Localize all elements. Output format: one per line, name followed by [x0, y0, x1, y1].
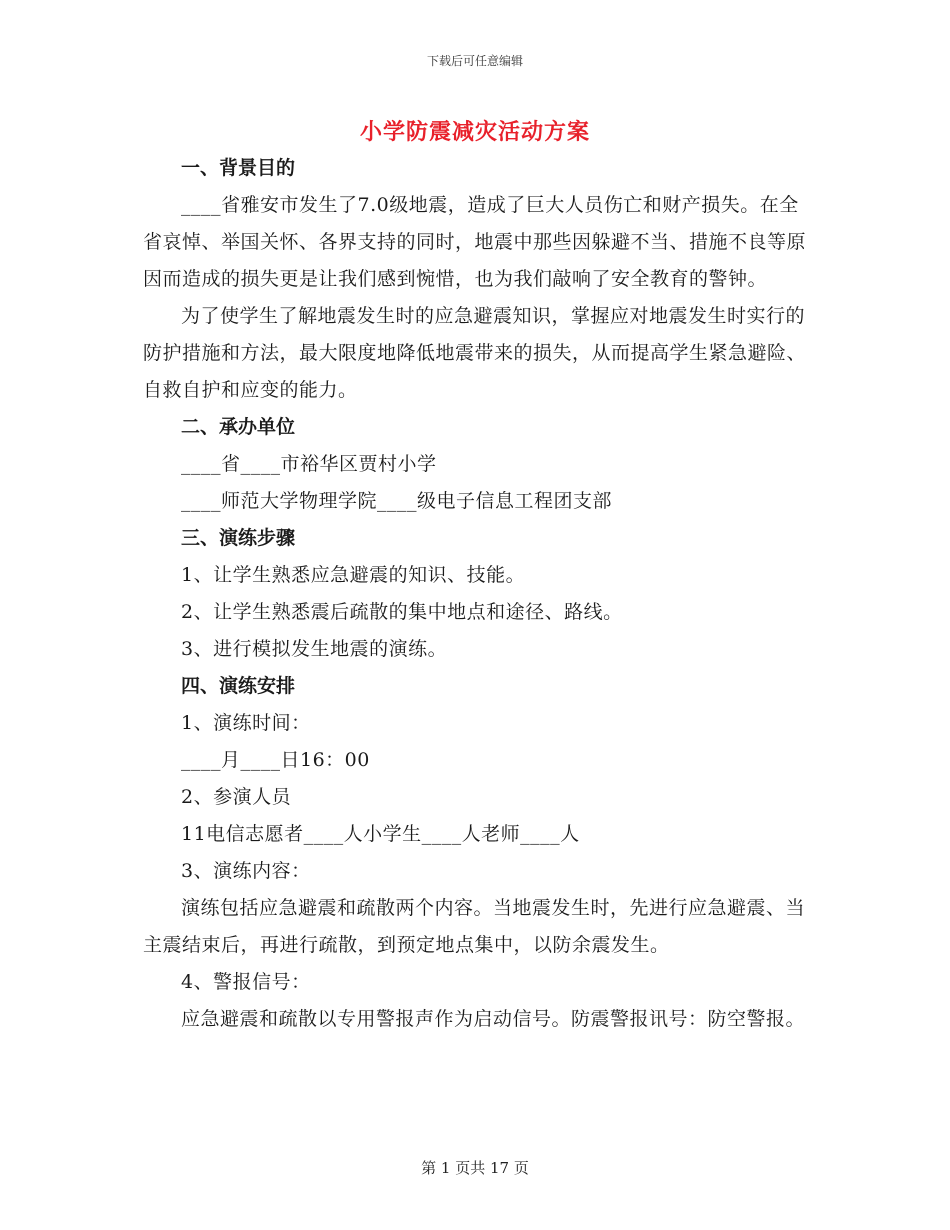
organizer-line-2: ____师范大学物理学院____级电子信息工程团支部	[181, 490, 613, 512]
step-item-2: 2、让学生熟悉震后疏散的集中地点和途径、路线。	[181, 601, 623, 623]
arrangement-time-value: ____月____日16：00	[181, 749, 370, 771]
section-heading-arrangement: 四、演练安排	[181, 675, 296, 697]
header-note: 下载后可任意编辑	[426, 54, 523, 68]
paragraph-background-1: ____省雅安市发生了7.0级地震，造成了巨大人员伤亡和财产损失。在全省哀悼、举国关怀、各界支持的同时，地震中那些因躲避不当、措施不良等原因而造成的损失更是让我们感到惋惜，也为我们敲响了安全教育的警钟。	[143, 194, 807, 290]
arrangement-participants-value: 11电信志愿者____人小学生____人老师____人	[181, 823, 580, 845]
document-title: 小学防震减灾活动方案	[359, 119, 590, 145]
arrangement-content-paragraph: 演练包括应急避震和疏散两个内容。当地震发生时，先进行应急避震、当主震结束后，再进行疏散，到预定地点集中，以防余震发生。	[143, 897, 806, 956]
step-item-1: 1、让学生熟悉应急避震的知识、技能。	[181, 564, 526, 586]
organizer-line-1: ____省____市裕华区贾村小学	[181, 453, 437, 475]
arrangement-time-label: 1、演练时间：	[181, 712, 311, 734]
arrangement-participants-label: 2、参演人员	[181, 786, 292, 808]
section-heading-organizer: 二、承办单位	[181, 416, 296, 438]
arrangement-content-label: 3、演练内容：	[181, 860, 311, 882]
arrangement-signal-paragraph: 应急避震和疏散以专用警报声作为启动信号。防震警报讯号：防空警报。	[181, 1008, 806, 1030]
page-footer: 第 1 页共 17 页	[421, 1159, 529, 1177]
section-heading-steps: 三、演练步骤	[181, 527, 296, 549]
section-heading-background: 一、背景目的	[181, 157, 296, 179]
document-body	[143, 150, 808, 1038]
step-item-3: 3、进行模拟发生地震的演练。	[181, 638, 448, 660]
arrangement-signal-label: 4、警报信号：	[181, 971, 311, 993]
paragraph-background-2: 为了使学生了解地震发生时的应急避震知识，掌握应对地震发生时实行的防护措施和方法，最大限度地降低地震带来的损失，从而提高学生紧急避险、自救自护和应变的能力。	[143, 305, 807, 401]
